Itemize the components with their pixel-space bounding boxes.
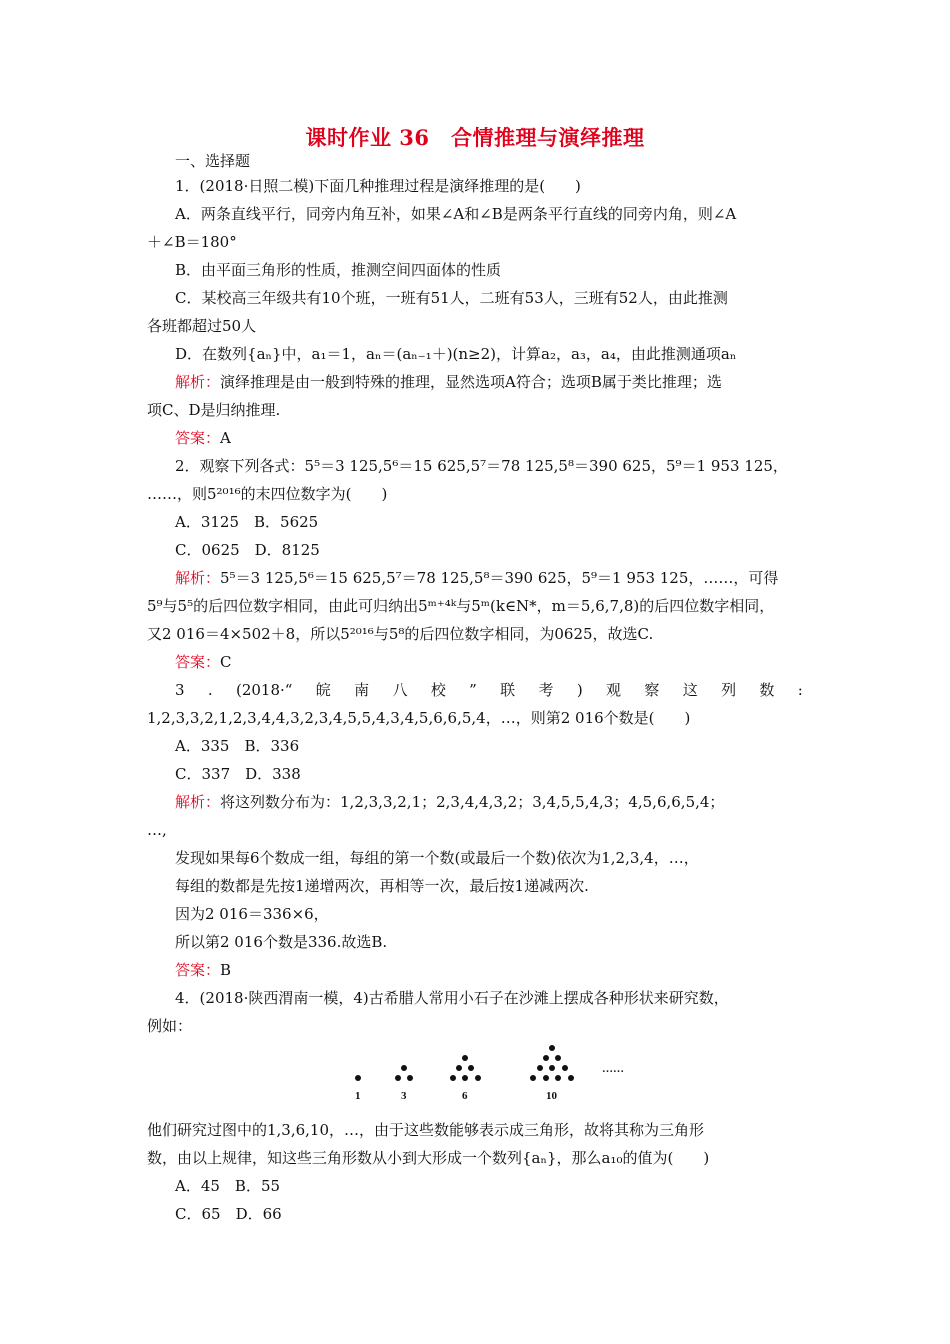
figure-label: 10 bbox=[546, 1090, 557, 1102]
q3-options-ab: A．335 B．336 bbox=[175, 737, 300, 755]
q3-stem-token: (2018·“ bbox=[235, 681, 293, 699]
q2-analysis-line1: 解析：5⁵＝3 125,5⁶＝15 625,5⁷＝78 125,5⁸＝390 625，5⁹＝1 953 125，……，可得 bbox=[175, 569, 779, 587]
analysis-label: 解析： bbox=[175, 373, 221, 391]
q3-stem-token: 皖 bbox=[315, 681, 331, 699]
figure-label: 3 bbox=[401, 1090, 407, 1102]
q1-stem: 1．(2018·日照二模)下面几种推理过程是演绎推理的是( ) bbox=[175, 177, 581, 195]
figure-ellipsis: …… bbox=[602, 1063, 624, 1075]
pebble-dot bbox=[407, 1075, 413, 1081]
q1-option-a-line1: A．两条直线平行，同旁内角互补，如果∠A和∠B是两条平行直线的同旁内角，则∠A bbox=[175, 205, 737, 223]
q3-stem-token: 观 bbox=[606, 681, 622, 699]
q3-stem-token: 联 bbox=[500, 681, 516, 699]
q2-analysis-line3: 又2 016＝4×502＋8，所以5²⁰¹⁶与5⁸的后四位数字相同，为0625，故选C. bbox=[147, 625, 654, 643]
q3-stem-token: ” bbox=[469, 681, 477, 699]
q4-stem-line1: 4．(2018·陕西渭南一模，4)古希腊人常用小石子在沙滩上摆成各种形状来研究数， bbox=[175, 989, 729, 1007]
q3-stem-line1 bbox=[175, 679, 805, 701]
section-heading: 一、选择题 bbox=[175, 152, 251, 170]
q3-stem-line2: 1,2,3,3,2,1,2,3,4,4,3,2,3,4,5,5,4,3,4,5,6,6,5,4，…，则第2 016个数是( ) bbox=[147, 709, 691, 727]
q2-stem-line1: 2．观察下列各式：5⁵＝3 125,5⁶＝15 625,5⁷＝78 125,5⁸＝390 625，5⁹＝1 953 125， bbox=[175, 457, 788, 475]
q3-stem-token: 列 bbox=[721, 681, 737, 699]
q3-stem-token: 察 bbox=[644, 681, 660, 699]
q3-stem-token: 考 bbox=[538, 681, 554, 699]
q4-body-line2: 数，由以上规律，知这些三角形数从小到大形成一个数列{aₙ}，那么a₁₀的值为( ) bbox=[147, 1149, 710, 1167]
q4-stem-line2: 例如： bbox=[147, 1017, 193, 1035]
analysis-label: 解析： bbox=[175, 793, 221, 811]
pebble-dot bbox=[395, 1075, 401, 1081]
q4-options-cd: C．65 D．66 bbox=[175, 1205, 282, 1223]
q3-analysis-line4: 每组的数都是先按1递增两次，再相等一次，最后按1递减两次. bbox=[175, 877, 589, 895]
q3-options-cd: C．337 D．338 bbox=[175, 765, 301, 783]
answer-label: 答案： bbox=[175, 429, 221, 447]
q4-body-line1: 他们研究过图中的1,3,6,10，…，由于这些数能够表示成三角形，故将其称为三角形 bbox=[147, 1121, 705, 1139]
answer-label: 答案： bbox=[175, 653, 221, 671]
pebble-dot bbox=[543, 1075, 549, 1081]
q2-analysis-line2: 5⁹与5⁵的后四位数字相同，由此可归纳出5ᵐ⁺⁴ᵏ与5ᵐ(k∈N*，m＝5,6,7,8)的后四位数字相同， bbox=[147, 597, 775, 615]
pebble-dot bbox=[562, 1065, 568, 1071]
q1-option-c-line1: C．某校高三年级共有10个班，一班有51人，二班有53人，三班有52人，由此推测 bbox=[175, 289, 728, 307]
q2-answer: 答案：C bbox=[175, 653, 232, 671]
pebble-dot bbox=[462, 1075, 468, 1081]
pebble-dot bbox=[456, 1065, 462, 1071]
pebble-dot bbox=[462, 1055, 468, 1061]
pebble-dot bbox=[549, 1065, 555, 1071]
page-title: 课时作业 36 合情推理与演绎推理 bbox=[305, 125, 645, 150]
pebble-dot bbox=[475, 1075, 481, 1081]
q3-analysis-line6: 所以第2 016个数是336.故选B. bbox=[175, 933, 388, 951]
q1-analysis-line1: 解析：演绎推理是由一般到特殊的推理，显然选项A符合；选项B属于类比推理；选 bbox=[175, 373, 722, 391]
q1-option-d: D．在数列{aₙ}中，a₁＝1，aₙ＝(aₙ₋₁＋)(n≥2)，计算a₂，a₃，a₄，由此推测通项aₙ bbox=[175, 345, 737, 363]
q3-stem-token: 数 bbox=[759, 681, 775, 699]
q1-option-b: B．由平面三角形的性质，推测空间四面体的性质 bbox=[175, 261, 502, 279]
q3-stem-token: ) bbox=[576, 681, 583, 699]
figure-label: 1 bbox=[355, 1090, 361, 1102]
pebble-dot bbox=[543, 1055, 549, 1061]
q3-stem-token: . bbox=[207, 681, 213, 699]
answer-label: 答案： bbox=[175, 961, 221, 979]
q3-answer: 答案：B bbox=[175, 961, 232, 979]
q3-analysis-line5: 因为2 016＝336×6， bbox=[175, 905, 329, 923]
analysis-label: 解析： bbox=[175, 569, 221, 587]
pebble-dot bbox=[549, 1045, 555, 1051]
q1-answer: 答案：A bbox=[175, 429, 231, 447]
q1-option-c-line2: 各班都超过50人 bbox=[147, 317, 257, 335]
pebble-dot bbox=[401, 1065, 407, 1071]
q3-stem-token: 这 bbox=[682, 681, 698, 699]
q3-stem-token: : bbox=[797, 681, 803, 699]
q3-stem-token: 南 bbox=[354, 681, 370, 699]
figure-label: 6 bbox=[462, 1090, 468, 1102]
q2-stem-line2: ……，则5²⁰¹⁶的末四位数字为( ) bbox=[147, 485, 388, 503]
q4-options-ab: A．45 B．55 bbox=[175, 1177, 281, 1195]
q3-analysis-line1: 解析：将这列数分布为：1,2,3,3,2,1；2,3,4,4,3,2；3,4,5,5,4,3；4,5,6,6,5,4； bbox=[175, 793, 725, 811]
q3-analysis-line2: …, bbox=[147, 821, 167, 839]
pebble-dot bbox=[568, 1075, 574, 1081]
q1-analysis-line2: 项C、D是归纳推理. bbox=[147, 401, 281, 419]
q1-option-a-line2: ＋∠B＝180° bbox=[147, 233, 237, 251]
pebble-dot bbox=[555, 1075, 561, 1081]
q2-options-ab: A．3125 B．5625 bbox=[175, 513, 319, 531]
triangular-numbers-figure bbox=[340, 1045, 640, 1105]
pebble-dot bbox=[537, 1065, 543, 1071]
q2-options-cd: C．0625 D．8125 bbox=[175, 541, 320, 559]
pebble-dot bbox=[530, 1075, 536, 1081]
pebble-dot bbox=[555, 1055, 561, 1061]
q3-stem-token: 八 bbox=[392, 681, 408, 699]
pebble-dot bbox=[355, 1075, 361, 1081]
q3-analysis-line3: 发现如果每6个数成一组，每组的第一个数(或最后一个数)依次为1,2,3,4，…， bbox=[175, 849, 699, 867]
pebble-dot bbox=[450, 1075, 456, 1081]
pebble-dot bbox=[468, 1065, 474, 1071]
q3-stem-token: 校 bbox=[430, 681, 446, 699]
q3-stem-token: 3 bbox=[175, 681, 185, 699]
